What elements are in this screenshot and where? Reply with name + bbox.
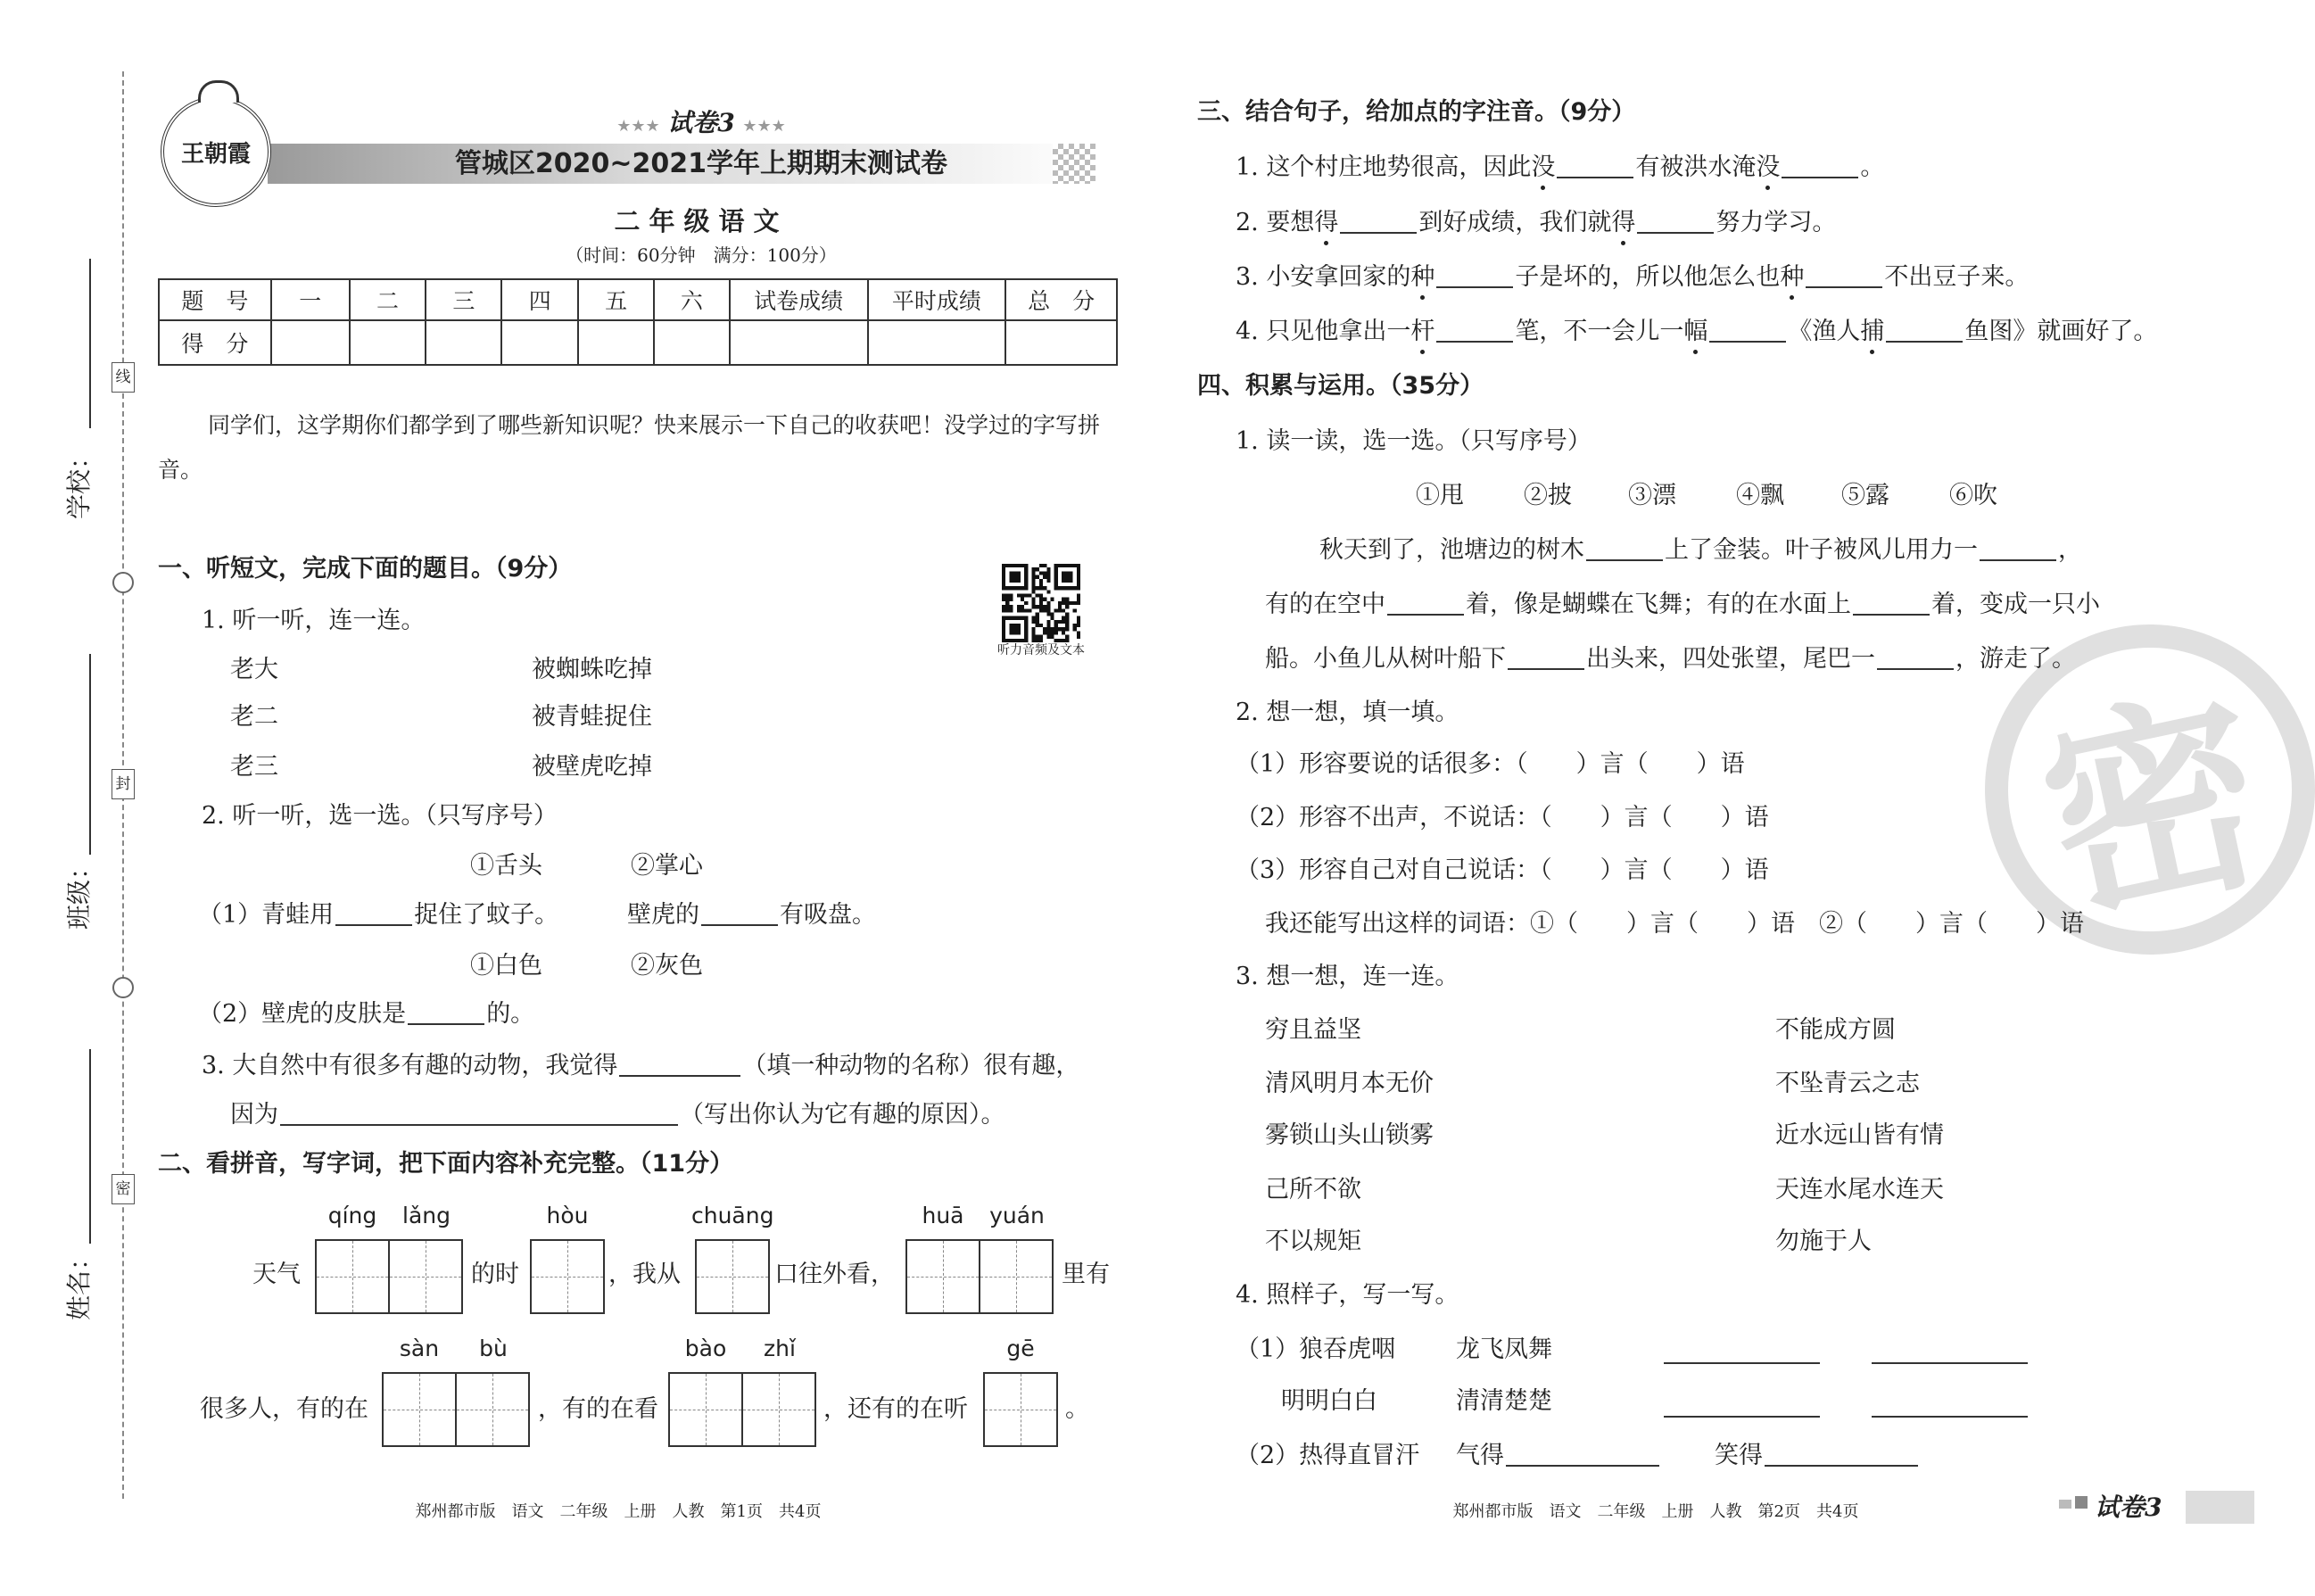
s4-q3-prompt: 3. 想一想，连一连。 [1236,963,1459,990]
footer-right: 郑州都市版 语文 二年级 上册 人教 第2页 共4页 [1452,1502,1859,1521]
s2-text: 的时 [471,1261,519,1288]
s4-q4-prompt: 4. 照样子，写一写。 [1236,1281,1459,1309]
writing-box[interactable] [905,1239,980,1314]
score-cell[interactable] [654,320,730,365]
s1-q2-option: ①舌头 [470,852,542,880]
writing-box[interactable] [530,1239,605,1314]
answer-blank[interactable] [1586,534,1663,561]
s1-q1-right-item[interactable]: 被壁虎吃掉 [532,753,652,781]
pinyin: yuán [989,1203,1045,1228]
answer-line[interactable] [1664,1416,1820,1418]
answer-blank[interactable] [1806,261,1882,288]
text: 到好成绩，我们就 [1418,209,1612,236]
series-name: 试卷3 [667,108,735,137]
s4-q3-right-item[interactable]: 近水远山皆有情 [1775,1121,1944,1149]
text: 因为 [230,1101,278,1129]
tab-decoration [2059,1500,2071,1509]
s4-q2-line[interactable]: 我还能写出这样的词语：①（ ）言（ ）语 ②（ ）言（ ）语 [1265,910,2084,938]
s4-q4-example: 龙飞凤舞 [1456,1336,1552,1363]
s2-text: ，还有的在听 [823,1395,968,1423]
answer-blank[interactable] [1506,1440,1659,1467]
binding-hole-icon [112,572,134,593]
brand-name: 王朝霞 [180,140,251,168]
score-cell[interactable] [1005,320,1117,365]
pinyin: hòu [546,1203,589,1228]
writing-box[interactable] [983,1372,1058,1447]
pinyin: gē [1006,1336,1035,1361]
s2-text: 很多人，有的在 [200,1395,368,1423]
watermark-char: 密 [2022,663,2285,952]
text: 壁虎的 [627,901,699,929]
exam-title: 管城区2020~2021学年上期期末测试卷 [454,148,948,179]
s3-item [1236,205,1836,241]
section1-heading: 一、听短文，完成下面的题目。（9分） [158,555,573,583]
s1-q1-left-item[interactable]: 老三 [230,753,278,781]
answer-line[interactable] [1872,1416,2028,1418]
text: 的。 [486,1000,535,1028]
text: （1）青蛙用 [198,901,335,929]
s3-item [1236,150,1884,186]
s1-q1-left-item[interactable]: 老大 [230,656,278,683]
score-cell[interactable] [501,320,578,365]
text: ，游走了。 [1955,645,2076,673]
text: 4. 只见他拿出一 [1236,318,1411,345]
text: 努力学习。 [1716,209,1837,236]
s4-q2-prompt: 2. 想一想，填一填。 [1236,699,1459,726]
tianzige-group [315,1198,463,1314]
answer-blank[interactable] [1637,207,1714,234]
s1-q3-line2 [230,1097,1005,1133]
s4-q1-option: ②披 [1524,482,1572,509]
s4-q3-right-item[interactable]: 不坠青云之志 [1775,1070,1920,1097]
s4-q2-line[interactable]: （2）形容不出声，不说话：（ ）言（ ）语 [1236,804,1769,831]
s4-q1-option: ①甩 [1416,482,1464,509]
stars-right: ★★★ [742,117,786,136]
pinyin: zhǐ [764,1336,796,1361]
tianzige-group [983,1331,1058,1447]
text: 3. 小安拿回家的 [1236,263,1411,291]
text: 着，变成一只小 [1931,591,2100,618]
s1-q2-sentence1b [627,897,876,933]
s4-q3-left-item[interactable]: 不以规矩 [1265,1228,1361,1255]
stars-left: ★★★ [616,117,660,136]
tab-decoration [2075,1496,2088,1509]
s4-q3-left-item[interactable]: 雾锁山头山锁雾 [1265,1121,1434,1149]
section2-heading: 二、看拼音，写字词，把下面内容补充完整。（11分） [158,1150,734,1178]
s4-q4-example: （1）狼吞虎咽 [1236,1336,1396,1363]
page-tab-bar [2186,1491,2254,1524]
answer-blank[interactable] [701,899,778,926]
col-paper-score: 试卷成绩 [730,279,868,320]
answer-blank[interactable] [408,998,484,1025]
tianzige-group [905,1198,1054,1314]
tianzige-group [530,1198,605,1314]
crown-icon [198,80,239,103]
s4-q1-prompt: 1. 读一读，选一选。（只写序号） [1236,427,1592,455]
s4-q3-left-item[interactable]: 清风明月本无价 [1265,1070,1434,1097]
s1-q1-prompt: 1. 听一听，连一连。 [202,607,426,634]
pinyin: lǎng [402,1203,451,1228]
s4-q3-right-item[interactable]: 不能成方圆 [1775,1016,1896,1044]
school-underline [89,259,91,428]
s4-q4-example: （2）热得直冒汗 [1236,1442,1420,1469]
s1-q1-right-item[interactable]: 被蜘蛛吃掉 [532,656,652,683]
writing-box[interactable] [695,1239,770,1314]
page-tab-label: 试卷3 [2095,1493,2162,1522]
writing-box[interactable] [315,1239,390,1314]
answer-blank[interactable] [1557,152,1633,178]
answer-blank[interactable] [1709,316,1786,343]
dotted-char: 幅 [1683,314,1707,350]
col-question-no: 题 号 [159,279,271,320]
dotted-char: 得 [1314,205,1338,241]
s3-item [1236,260,2029,295]
s1-q1-right-item[interactable]: 被青蛙捉住 [532,703,652,731]
answer-blank[interactable] [1436,261,1513,288]
text: 着，像是蝴蝶在飞舞；有的在水面上 [1466,591,1851,618]
dotted-char: 没 [1756,150,1780,186]
s2-text: ，我从 [608,1261,681,1288]
score-cell[interactable] [350,320,426,365]
text: ， [2058,536,2082,564]
answer-blank[interactable] [1765,1440,1918,1467]
col-4: 四 [501,279,578,320]
text: 2. 要想 [1236,209,1315,236]
score-cell[interactable] [271,320,350,365]
text: （填一种动物的名称）很有趣， [742,1052,1080,1079]
answer-blank[interactable] [335,899,412,926]
tianzige-group [668,1331,816,1447]
score-cell[interactable] [426,320,501,365]
score-value-row [159,320,1117,365]
pinyin: qíng [327,1203,377,1228]
s4-q3-left-item[interactable]: 穷且益坚 [1265,1016,1361,1044]
writing-box[interactable] [388,1239,463,1314]
col-3: 三 [426,279,501,320]
s4-q2-line[interactable]: （1）形容要说的话很多：（ ）言（ ）语 [1236,750,1745,778]
dotted-char: 种 [1410,260,1434,295]
s2-text: ，有的在看 [538,1395,658,1423]
intro-paragraph: 同学们，这学期你们都学到了哪些新知识呢？快来展示一下自己的收获吧！没学过的字写拼音。 [158,412,1101,483]
text: 气得 [1456,1442,1504,1469]
score-header-row [159,279,1117,320]
text: 有的在空中 [1265,591,1385,618]
qr-caption: 听力音频及文本 [997,643,1085,657]
dotted-char: 没 [1531,150,1555,186]
dotted-char: 得 [1611,205,1635,241]
answer-blank[interactable] [1508,643,1584,670]
text: 子是坏的，所以他怎么也 [1515,263,1781,291]
s4-q3-right-item[interactable]: 天连水尾水连天 [1775,1176,1944,1203]
writing-box[interactable] [455,1372,530,1447]
text: 船。小鱼儿从树叶船下 [1265,645,1506,673]
name-label: 姓名： [64,1245,94,1321]
s4-q4-example: 清清楚楚 [1456,1387,1552,1415]
answer-blank[interactable] [1436,316,1513,343]
s1-q2-prompt: 2. 听一听，选一选。（只写序号） [202,802,558,830]
school-label: 学校： [64,444,94,520]
answer-blank[interactable] [1853,589,1930,616]
answer-blank[interactable] [1886,316,1963,343]
s4-q4-prompt-word [1715,1438,1920,1474]
text: 有被洪水淹 [1635,153,1757,181]
answer-blank[interactable] [1387,589,1464,616]
binding-mark-secret: 密 [112,1174,135,1204]
s1-q2-sentence1 [198,897,558,933]
s4-q4-prompt-word [1456,1438,1661,1474]
s4-q3-left-item[interactable]: 己所不欲 [1265,1176,1361,1203]
col-6: 六 [654,279,730,320]
answer-line[interactable] [1872,1362,2028,1364]
text: 秋天到了，池塘边的树木 [1319,536,1584,564]
text: 捉住了蚊子。 [414,901,559,929]
exam-time: （时间：60分钟 满分：100分） [566,244,837,266]
s2-text: 天气 [252,1261,301,1288]
s4-q1-option: ⑥吹 [1949,482,1997,509]
pinyin: chuāng [691,1203,774,1228]
answer-blank[interactable] [1782,152,1858,178]
pinyin: sàn [399,1336,440,1361]
section4-heading: 四、积累与运用。（35分） [1197,372,1484,400]
text: （2）壁虎的皮肤是 [198,1000,407,1028]
s4-q1-option: ⑤露 [1841,482,1889,509]
dotted-char: 杆 [1410,314,1434,350]
text: 3. 大自然中有很多有趣的动物，我觉得 [202,1052,618,1079]
dotted-char: 种 [1780,260,1804,295]
score-cell[interactable] [730,320,868,365]
s1-q2-option: ②灰色 [631,952,703,980]
s4-q1-paragraph-line [1265,641,2076,677]
ribbon-checker [1053,144,1095,184]
s4-q2-line[interactable]: （3）形容自己对自己说话：（ ）言（ ）语 [1236,856,1769,884]
text: 鱼图》就画好了。 [1964,318,2158,345]
text: 《渔人 [1788,318,1861,345]
text: 。 [1860,153,1885,181]
answer-blank[interactable] [280,1099,678,1126]
text: 有吸盘。 [780,901,876,929]
s2-text: 口往外看， [774,1261,895,1288]
pinyin: bào [684,1336,727,1361]
text: （写出你认为它有趣的原因）。 [680,1101,1005,1129]
footer-left: 郑州都市版 语文 二年级 上册 人教 第1页 共4页 [415,1502,822,1521]
answer-blank[interactable] [1340,207,1417,234]
section3-heading: 三、结合句子，给加点的字注音。（9分） [1197,98,1636,126]
name-underline [89,1049,91,1244]
pinyin: bù [479,1336,508,1361]
s1-q2-sentence2 [198,996,534,1032]
col-1: 一 [271,279,350,320]
col-total: 总 分 [1005,279,1117,320]
score-cell[interactable] [868,320,1006,365]
writing-box[interactable] [382,1372,457,1447]
text: 上了金装。叶子被风儿用力一 [1665,536,1978,564]
s4-q1-option: ④飘 [1736,482,1784,509]
exam-subject: 二年级语文 [614,206,789,236]
text: 不出豆子来。 [1884,263,2030,291]
tianzige-group [691,1198,773,1314]
binding-mark-line: 线 [112,362,135,393]
answer-line[interactable] [1664,1362,1820,1364]
col-5: 五 [578,279,654,320]
binding-mark-seal: 封 [112,769,135,799]
text: 出头来，四处张望，尾巴一 [1586,645,1875,673]
s3-item [1236,314,2157,350]
text: 笑得 [1715,1442,1763,1469]
text: 笔，不一会儿一 [1515,318,1684,345]
s4-q1-paragraph-line [1319,533,2082,568]
col-regular-score: 平时成绩 [868,279,1006,320]
s2-text: 。 [1065,1395,1089,1423]
brand-logo [161,96,271,207]
s4-q4-example: 明明白白 [1281,1387,1377,1415]
binding-hole-icon [112,977,134,998]
score-table [158,278,1118,366]
class-label: 班级： [64,855,94,930]
answer-blank[interactable] [1980,534,2056,561]
s1-q2-option: ①白色 [470,952,542,980]
tianzige-group [382,1331,530,1447]
s1-q2-option: ②掌心 [631,852,703,880]
qr-code-icon[interactable] [1002,564,1080,642]
dotted-char: 捕 [1860,314,1884,350]
s4-q1-paragraph-line [1265,587,2100,623]
s4-q1-option: ③漂 [1628,482,1676,509]
text: 1. 这个村庄地势很高，因此 [1236,153,1532,181]
s1-q3-line1 [202,1048,1079,1084]
col-2: 二 [350,279,426,320]
writing-box[interactable] [668,1372,743,1447]
series-label [434,105,969,145]
answer-blank[interactable] [619,1050,740,1077]
score-cell[interactable] [578,320,654,365]
s2-text: 里有 [1062,1261,1110,1288]
answer-blank[interactable] [1877,643,1954,670]
s1-q1-left-item[interactable]: 老二 [230,703,278,731]
class-underline [89,654,91,855]
writing-box[interactable] [741,1372,816,1447]
writing-box[interactable] [979,1239,1054,1314]
row-score-label: 得 分 [159,320,271,365]
s4-q3-right-item[interactable]: 勿施于人 [1775,1228,1872,1255]
pinyin: huā [922,1203,964,1228]
